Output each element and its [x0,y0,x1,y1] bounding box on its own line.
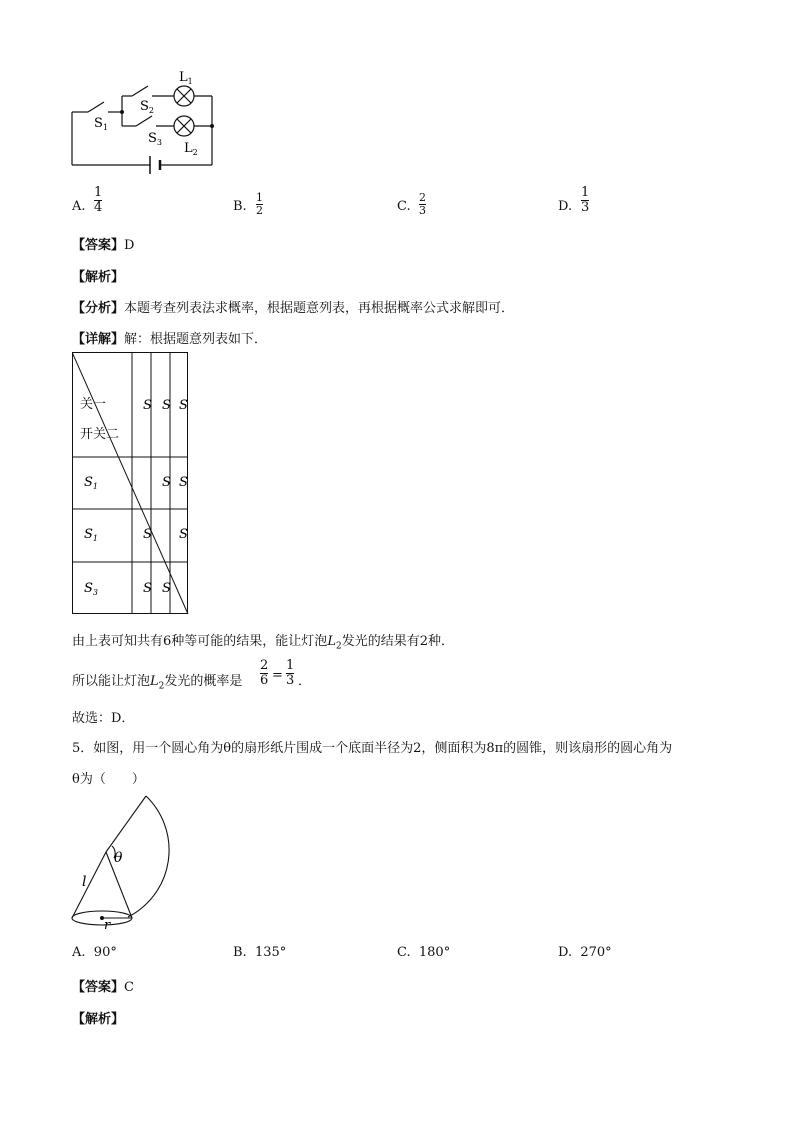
q5-option-b: B. 135° [233,945,287,960]
col-head-1: S [143,398,152,413]
table-cell: S [162,581,171,596]
result-line-1: 由上表可知共有6种等可能的结果，能让灯泡$L_2$发光的结果有2种． [72,634,454,652]
fenxi-text: 本题考查列表法求概率，根据题意列表，再根据概率公式求解即可． [124,301,515,316]
q5-analysis-tag: 【解析】 [72,1012,125,1027]
cone-sector-diagram [64,790,184,935]
col-head-2: S [162,398,171,413]
table-header-bottom: 开关二 [80,427,120,442]
s2-label: $S_2$ [140,99,154,115]
q4-answer [72,234,134,253]
col-head-3: S [179,398,188,413]
r-label: r [104,918,111,933]
option-b-fraction: 1 2 [256,191,263,217]
equals-sign: = [272,668,283,683]
xiangjie-tag: 【详解】 [72,332,125,347]
row-head-1: $S_1$ [84,475,98,491]
option-d-fraction: 1 3 [581,185,590,215]
q5-stem-line-1: 5．如图，用一个圆心角为θ的扇形纸片围成一个底面半径为2，侧面积为8π的圆锥，则该扇形的圆心角为 [72,741,673,756]
answer-tag: 【答案】 [72,980,125,995]
table-cell: S [162,475,171,490]
table-cell: S [143,581,152,596]
table-cell: S [143,527,152,542]
q5-option-d: D. 270° [558,945,612,960]
circuit-diagram [60,64,230,180]
q5-stem-line-2: θ为（ ） [72,772,145,787]
s3-label: $S_3$ [148,131,162,147]
table-header-top: 关一 [80,397,107,412]
option-d-label: D. [558,199,573,214]
analysis-tag: 【解析】 [72,270,125,285]
fraction-1-3: 1 3 [286,658,295,688]
row-head-3: $S_3$ [84,581,98,597]
probability-table [72,352,190,616]
answer-value: D [124,238,135,253]
q5-answer [72,976,134,995]
l-label: l [82,874,87,890]
option-c-fraction: 2 3 [419,191,426,217]
s1-label: $S_1$ [94,116,108,132]
xiangjie-line [72,328,267,347]
q5-option-c: C. 180° [397,945,451,960]
result-line-2-text: 所以能让灯泡$L_2$发光的概率是 [72,674,243,692]
l2-label: $L_2$ [184,141,198,157]
q5-option-a: A. 90° [72,945,117,960]
fraction-2-6: 2 6 [260,658,269,688]
l1-label: $L_1$ [179,70,193,86]
fenxi-tag: 【分析】 [72,301,125,316]
answer-tag: 【答案】 [72,238,125,253]
xiangjie-text: 解：根据题意列表如下． [124,332,268,347]
table-cell: S [179,527,188,542]
option-a-label: A. [72,199,86,214]
option-b-label: B. [233,199,247,214]
row-head-2: $S_1$ [84,527,98,543]
option-a-fraction: 1 4 [94,185,103,215]
conclusion-line: 故选：D． [72,711,135,726]
fenxi-line [72,297,514,316]
line2-end: ． [298,674,312,689]
table-cell: S [179,475,188,490]
option-c-label: C. [397,199,411,214]
theta-label: θ [114,850,123,866]
answer-value: C [124,980,134,995]
